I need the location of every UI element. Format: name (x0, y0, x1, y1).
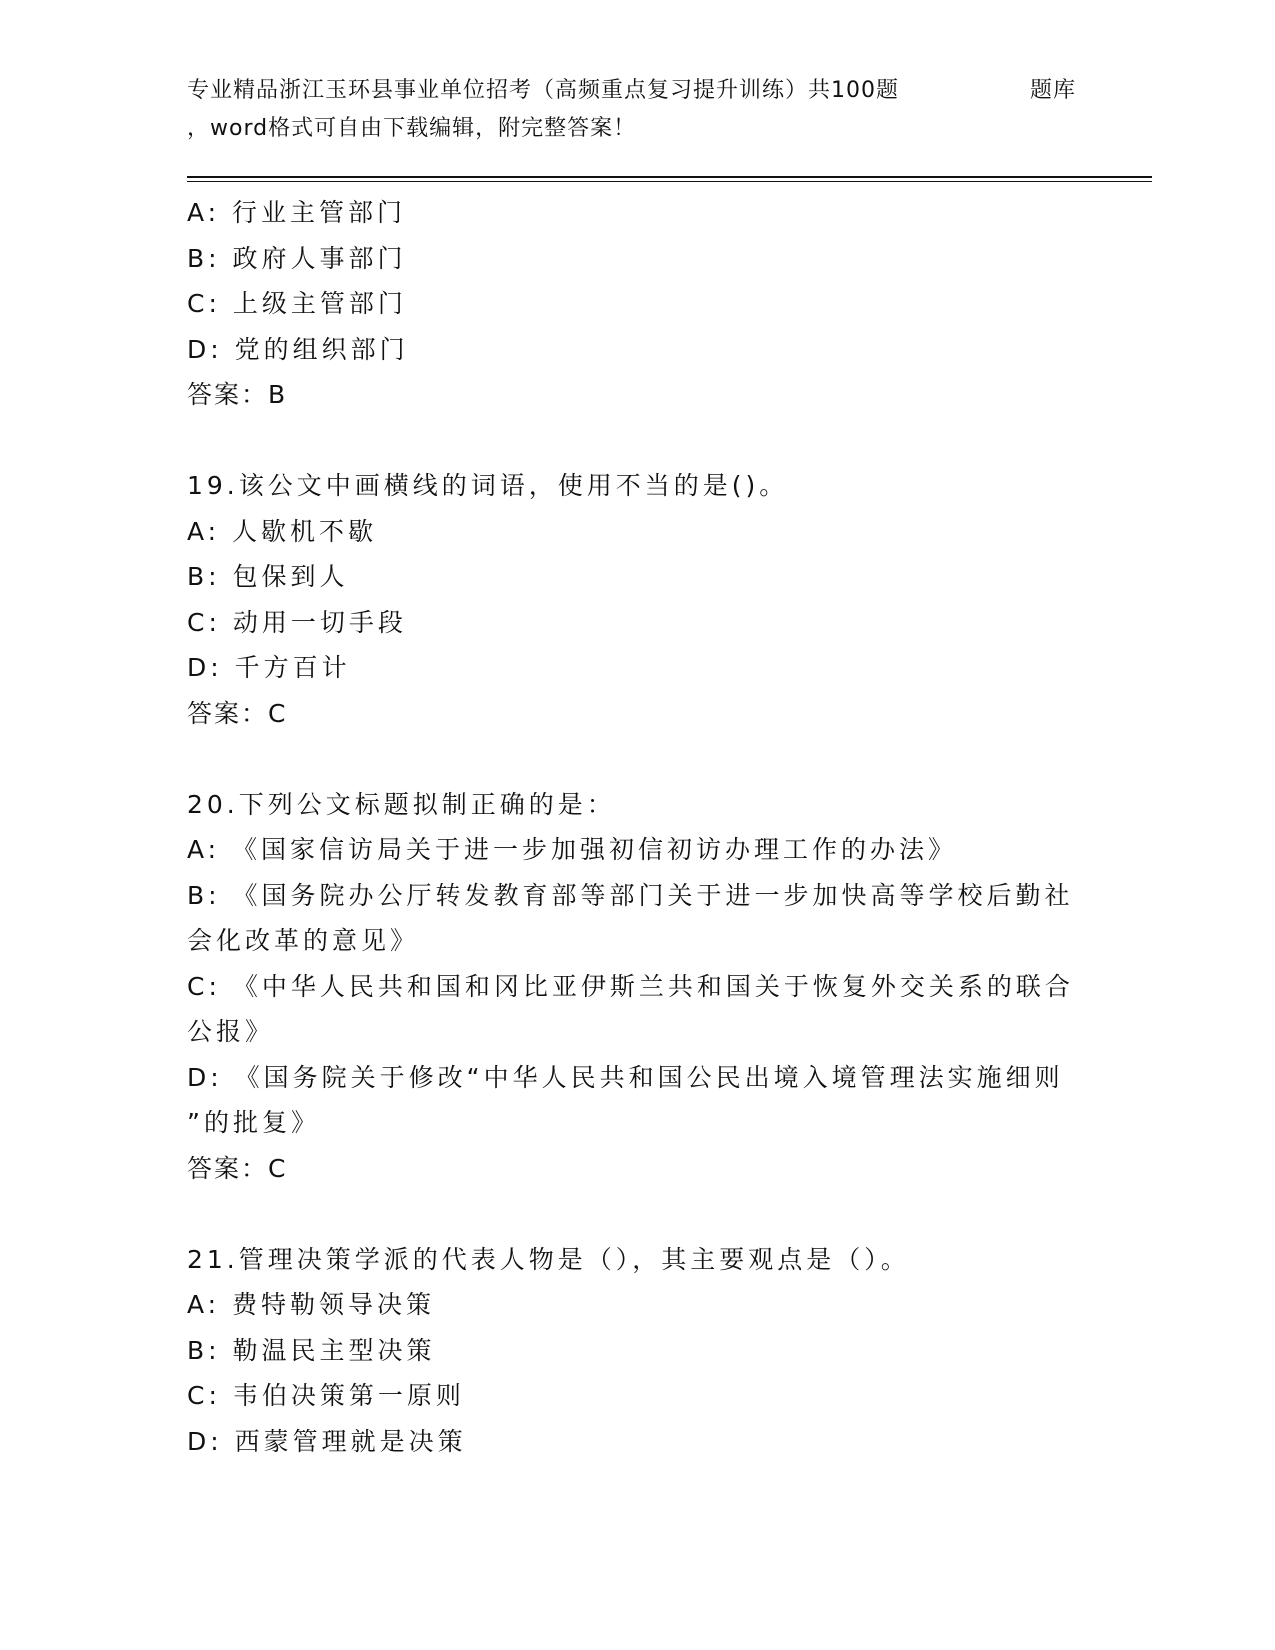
option-line: 公报》 (187, 1017, 275, 1046)
document-header (187, 72, 1087, 148)
question-stem: 19.该公文中画横线的词语，使用不当的是()。 (187, 471, 789, 500)
option-line: D: 西蒙管理就是决策 (187, 1426, 467, 1456)
option-line: B: 包保到人 (187, 562, 349, 591)
option-line: ”的批复》 (187, 1108, 320, 1137)
answer-line: 答案：C (187, 698, 288, 728)
header-rule-thin (187, 181, 1152, 182)
header-rule-thick (187, 176, 1152, 178)
question-spacer (187, 418, 1087, 464)
option-line: C: 动用一切手段 (187, 607, 407, 637)
option-line: D: 千方百计 (187, 653, 351, 682)
question-spacer (187, 736, 1087, 782)
option-line: C: 上级主管部门 (187, 289, 407, 318)
question-stem: 20.下列公文标题拟制正确的是： (187, 789, 616, 819)
option-line: A: 费特勒领导决策 (187, 1290, 436, 1319)
option-line: A: 人歇机不歇 (187, 516, 378, 546)
option-line: 会化改革的意见》 (187, 926, 420, 955)
option-line: A: 行业主管部门 (187, 198, 407, 227)
question-spacer (187, 1191, 1087, 1237)
header-subtitle: ，word格式可自由下载编辑，附完整答案！ (187, 116, 637, 141)
option-line: B: 勒温民主型决策 (187, 1335, 436, 1365)
header-title: 专业精品浙江玉环县事业单位招考（高频重点复习提升训练）共100题 (187, 78, 899, 103)
header-label-tiku: 题库 (1030, 78, 1077, 103)
option-line: D: 党的组织部门 (187, 334, 409, 364)
option-line: B: 《国务院办公厅转发教育部等部门关于进一步加快高等学校后勤社 (187, 880, 1074, 910)
answer-line: 答案：C (187, 1153, 288, 1183)
question-stem: 21.管理决策学派的代表人物是（），其主要观点是（）。 (187, 1244, 910, 1274)
option-line: B: 政府人事部门 (187, 243, 407, 273)
option-line: A: 《国家信访局关于进一步加强初信初访办理工作的办法》 (187, 835, 958, 864)
option-line: D: 《国务院关于修改“中华人民共和国公民出境入境管理法实施细则 (187, 1062, 1064, 1092)
option-line: C: 韦伯决策第一原则 (187, 1381, 465, 1410)
option-line: C: 《中华人民共和国和冈比亚伊斯兰共和国关于恢复外交关系的联合 (187, 971, 1074, 1001)
answer-line: 答案：B (187, 380, 288, 409)
header-title-line (187, 72, 1087, 110)
question-content (187, 190, 1087, 1464)
